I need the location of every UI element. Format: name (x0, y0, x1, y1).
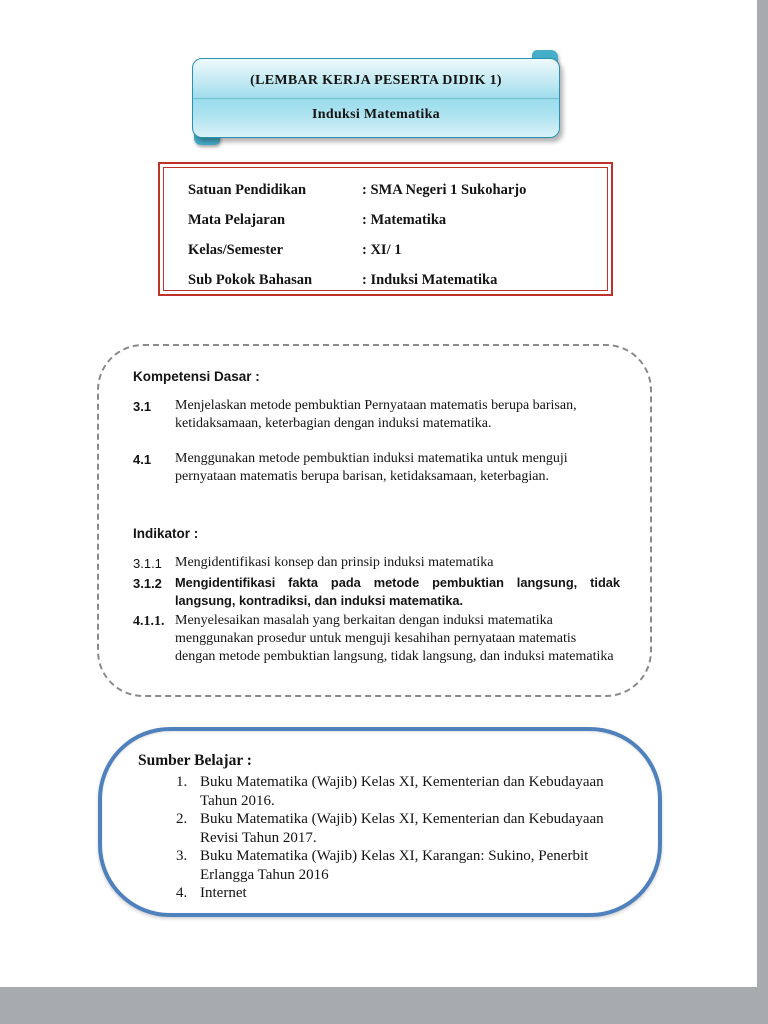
kompetensi-item-4-1 (133, 450, 620, 486)
indikator-heading: Indikator : (133, 526, 199, 541)
item-number: 1. (176, 774, 188, 790)
identity-value: : SMA Negeri 1 Sukoharjo (362, 182, 527, 198)
item-text: Menggunakan metode pembuktian induksi matematika untuk menguji pernyataan matematis berupa barisan, ketidaksamaan, keterbagian. (175, 451, 568, 484)
identity-row-satuan-pendidikan (188, 181, 597, 200)
list-item (176, 884, 614, 903)
kompetensi-dasar-box (97, 344, 652, 697)
sumber-belajar-heading: Sumber Belajar : (138, 752, 252, 769)
identity-value: : Induksi Matematika (362, 272, 498, 288)
identity-label: Kelas/Semester (188, 242, 284, 258)
item-text: Menyelesaikan masalah yang berkaitan dengan induksi matematika menggunakan prosedur untuk menguji kesahihan pernyataan matematis dengan metode pembuktian langsung, tidak langsung, dan induksi matematika (175, 613, 614, 664)
identity-row-kelas-semester (188, 241, 597, 260)
item-text: Buku Matematika (Wajib) Kelas XI, Kementerian dan Kebudayaan Revisi Tahun 2017. (200, 811, 604, 846)
title-banner (192, 58, 560, 138)
banner-scroll (192, 58, 560, 138)
item-number: 4.1 (133, 452, 152, 467)
identity-value: : Matematika (362, 212, 447, 228)
list-item (176, 773, 614, 810)
item-text: Mengidentifikasi konsep dan prinsip induksi matematika (175, 555, 494, 570)
identity-label: Mata Pelajaran (188, 212, 286, 228)
item-text: Buku Matematika (Wajib) Kelas XI, Karangan: Sukino, Penerbit Erlangga Tahun 2016 (200, 848, 589, 883)
indikator-item-3-1-2 (133, 574, 620, 609)
identity-box-inner (163, 167, 608, 291)
identity-label: Satuan Pendidikan (188, 182, 307, 198)
item-text: Menjelaskan metode pembuktian Pernyataan matematis berupa barisan, ketidaksamaan, keterbagian dengan induksi matematika. (175, 398, 577, 431)
item-number: 2. (176, 811, 188, 827)
indikator-item-3-1-1 (133, 554, 620, 573)
document-title: (LEMBAR KERJA PESERTA DIDIK 1) (193, 59, 559, 99)
item-number: 4.1.1. (133, 614, 165, 629)
sumber-belajar-box (98, 727, 662, 917)
item-number: 3. (176, 848, 188, 864)
item-number: 3.1.2 (133, 576, 162, 591)
kompetensi-item-3-1 (133, 397, 620, 433)
item-number: 4. (176, 885, 188, 901)
identity-value: : XI/ 1 (362, 242, 402, 258)
item-number: 3.1.1 (133, 556, 162, 571)
item-number: 3.1 (133, 399, 152, 414)
identity-box (158, 162, 613, 296)
list-item (176, 810, 614, 847)
item-text: Buku Matematika (Wajib) Kelas XI, Kementerian dan Kebudayaan Tahun 2016. (200, 774, 604, 809)
indikator-item-4-1-1 (133, 612, 620, 666)
document-subtitle: Induksi Matematika (312, 107, 440, 122)
item-text: Internet (200, 885, 247, 901)
list-item (176, 847, 614, 884)
identity-row-sub-pokok-bahasan (188, 271, 597, 290)
sumber-belajar-list (176, 773, 614, 903)
kompetensi-dasar-heading: Kompetensi Dasar : (133, 369, 260, 384)
identity-row-mata-pelajaran (188, 211, 597, 230)
item-text: Mengidentifikasi fakta pada metode pembuktian langsung, tidak langsung, kontradiksi, dan induksi matematika. (175, 575, 620, 608)
identity-label: Sub Pokok Bahasan (188, 272, 313, 288)
